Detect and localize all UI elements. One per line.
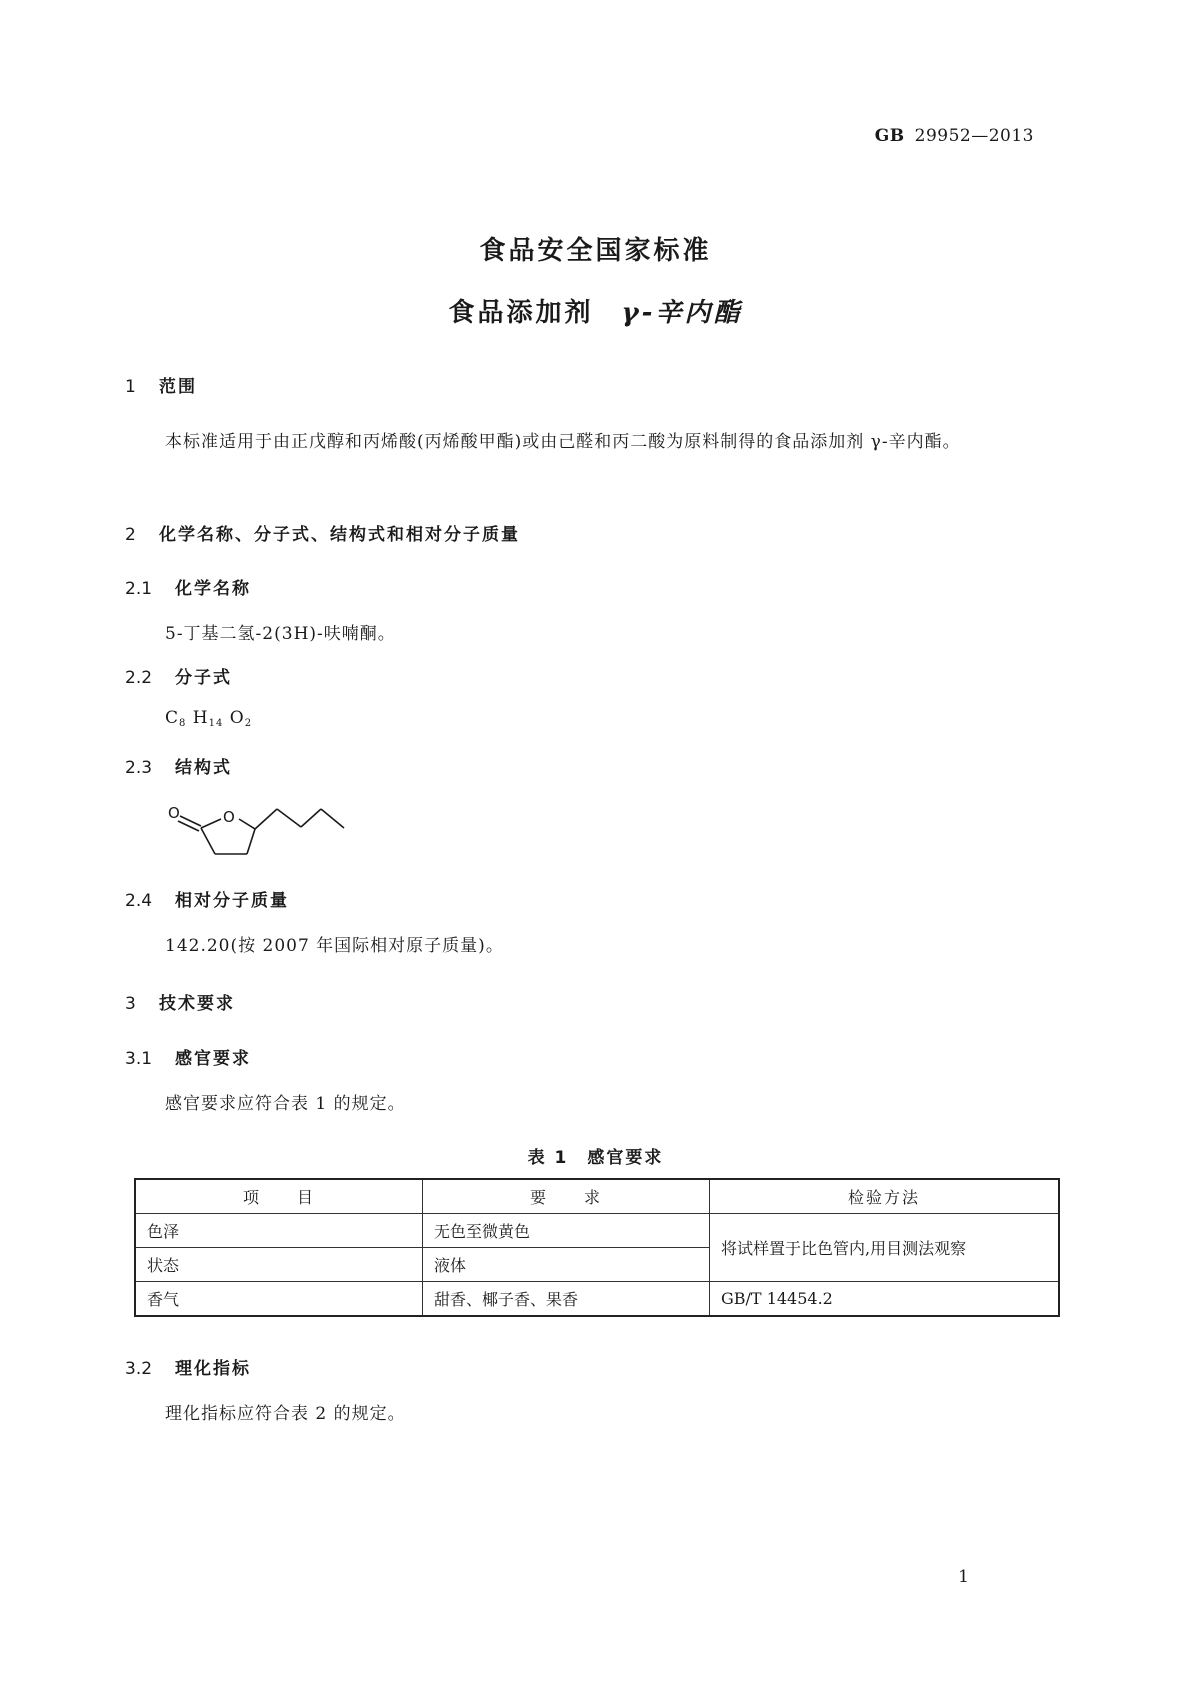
table-cell: 将试样置于比色管内,用目测法观察 <box>710 1214 1060 1282</box>
molecular-formula <box>165 708 252 729</box>
section-3-heading <box>125 989 235 1014</box>
section-2-3-heading <box>125 753 232 778</box>
table-header-row <box>135 1179 1059 1214</box>
section-title: 化学名称 <box>175 579 251 599</box>
table-cell: 香气 <box>135 1282 423 1317</box>
scope-paragraph: 本标准适用于由正戊醇和丙烯酸(丙烯酸甲酯)或由己醛和丙二酸为原料制得的食品添加剂 γ-辛内酯。 <box>165 432 961 452</box>
section-title: 技术要求 <box>159 994 235 1014</box>
section-number: 2.2 <box>125 668 153 688</box>
carbonyl-bond-1 <box>180 816 201 826</box>
section-number: 2.3 <box>125 758 153 778</box>
subtitle-category: 食品添加剂 <box>448 298 594 328</box>
table-1-caption: 表 1 感官要求 <box>527 1148 664 1168</box>
section-2-4-heading <box>125 886 289 911</box>
section-title: 相对分子质量 <box>175 891 289 911</box>
table-row <box>135 1214 1059 1248</box>
section-title: 范围 <box>159 377 197 397</box>
sensory-requirement-text: 感官要求应符合表 1 的规定。 <box>165 1094 406 1114</box>
table-header-cell: 项 目 <box>135 1179 423 1214</box>
section-2-1-heading <box>125 574 251 599</box>
section-number: 3 <box>125 994 136 1014</box>
sensory-requirements-table <box>134 1178 1060 1317</box>
section-number: 2.4 <box>125 891 153 911</box>
table-header-cell: 检验方法 <box>710 1179 1060 1214</box>
physicochemical-requirement-text: 理化指标应符合表 2 的规定。 <box>165 1404 406 1424</box>
section-3-1-heading <box>125 1044 251 1069</box>
table-cell: 色泽 <box>135 1214 423 1248</box>
ring-bond-o-c <box>239 819 255 829</box>
formula-c: C <box>165 708 180 728</box>
section-number: 3.2 <box>125 1359 153 1379</box>
section-number: 2 <box>125 525 136 545</box>
standard-code: 29952—2013 <box>914 126 1034 146</box>
table-header-cell: 要 求 <box>423 1179 710 1214</box>
ring-bond <box>247 829 255 854</box>
section-title: 理化指标 <box>175 1359 251 1379</box>
standard-number <box>875 126 1034 146</box>
table-cell: 甜香、椰子香、果香 <box>423 1282 710 1317</box>
section-3-2-heading <box>125 1354 251 1379</box>
formula-o: O <box>229 708 245 728</box>
table-cell: 状态 <box>135 1248 423 1282</box>
formula-c-count: 8 <box>179 718 187 729</box>
table-cell: 无色至微黄色 <box>423 1214 710 1248</box>
section-number: 2.1 <box>125 579 153 599</box>
section-2-heading <box>125 520 520 545</box>
subtitle-compound: γ-辛内酯 <box>621 298 743 328</box>
chemical-name-text: 5-丁基二氢-2(3H)-呋喃酮。 <box>165 624 396 644</box>
document-title: 食品安全国家标准 <box>479 236 712 266</box>
document-subtitle <box>0 292 1191 329</box>
table-cell: 液体 <box>423 1248 710 1282</box>
standard-prefix: GB <box>874 126 905 146</box>
chain-bond <box>255 809 277 829</box>
section-title: 感官要求 <box>175 1049 251 1069</box>
formula-h: H <box>192 708 209 728</box>
chain-bond <box>321 809 344 828</box>
ring-bond-c-o <box>201 819 221 828</box>
section-title: 分子式 <box>175 668 232 688</box>
table-row <box>135 1282 1059 1317</box>
section-2-2-heading <box>125 663 232 688</box>
carbonyl-oxygen: O <box>168 804 180 822</box>
section-title: 结构式 <box>175 758 232 778</box>
chain-bond <box>277 809 301 827</box>
page-number: 1 <box>958 1567 969 1587</box>
ring-oxygen: O <box>223 808 235 826</box>
chain-bond <box>301 809 321 827</box>
formula-h-count: 14 <box>208 718 224 729</box>
section-number: 3.1 <box>125 1049 153 1069</box>
section-number: 1 <box>125 377 136 397</box>
section-1-heading <box>125 372 197 397</box>
ring-bond <box>201 828 215 854</box>
table-cell: GB/T 14454.2 <box>710 1282 1060 1317</box>
formula-o-count: 2 <box>244 718 253 729</box>
molecular-weight-text: 142.20(按 2007 年国际相对原子质量)。 <box>165 936 504 956</box>
structural-formula <box>160 795 360 865</box>
carbonyl-bond-2 <box>178 821 199 831</box>
section-title: 化学名称、分子式、结构式和相对分子质量 <box>159 525 520 545</box>
